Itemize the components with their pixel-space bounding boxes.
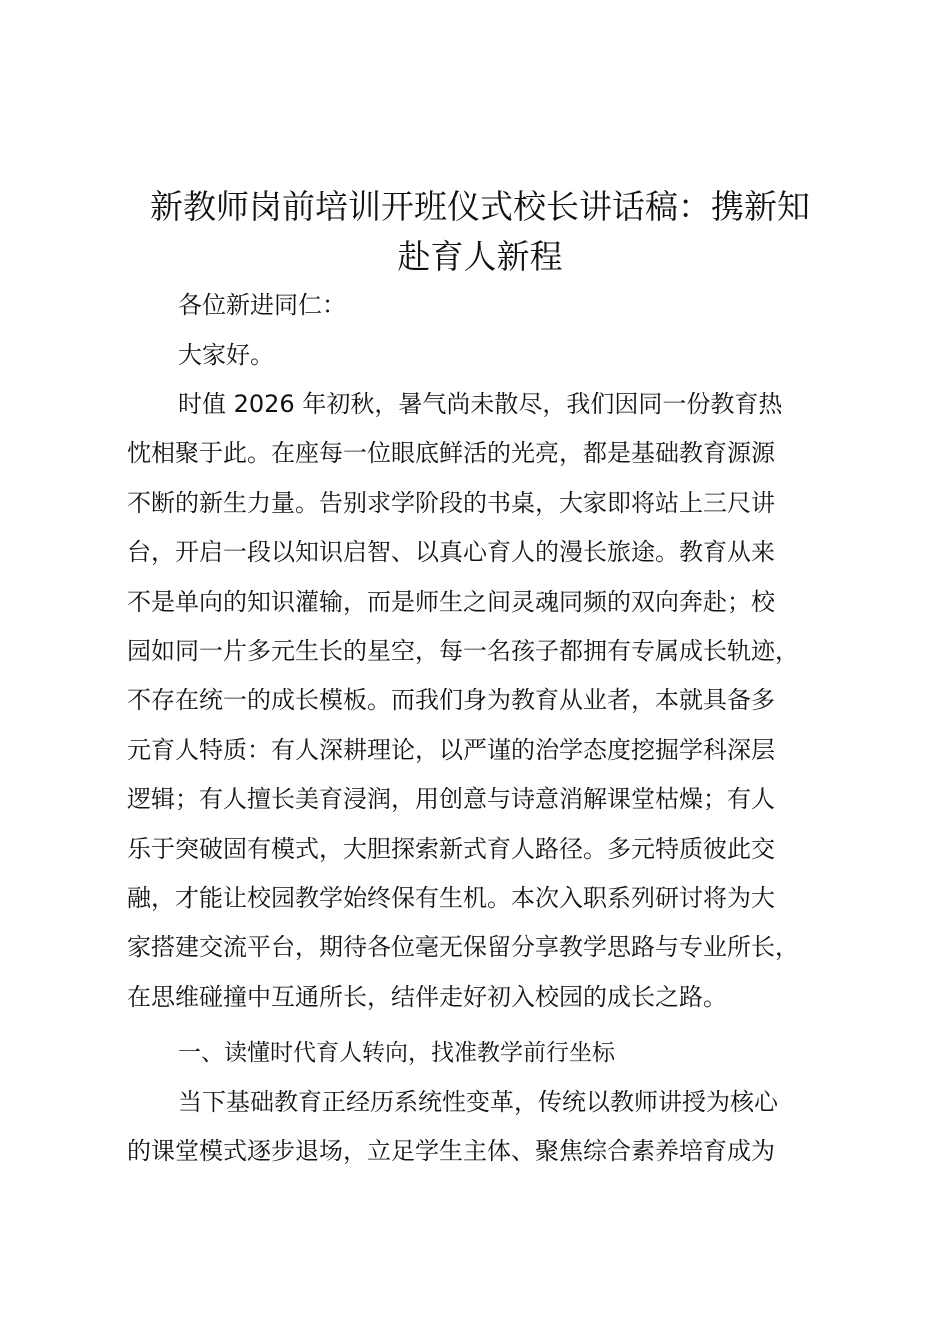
- paragraph-line: 忱相聚于此。在座每一位眼底鲜活的光亮，都是基础教育源源: [127, 439, 775, 468]
- greeting: 大家好。: [178, 341, 274, 369]
- section-heading: 一、读懂时代育人转向，找准教学前行坐标: [178, 1040, 615, 1066]
- paragraph-line: 不是单向的知识灌输，而是师生之间灵魂同频的双向奔赴；校: [127, 587, 775, 616]
- paragraph-line: 台，开启一段以知识启智、以真心育人的漫长旅途。教育从来: [127, 538, 775, 567]
- paragraph-line: 逻辑；有人擅长美育浸润，用创意与诗意消解课堂枯燥；有人: [127, 785, 775, 814]
- paragraph-line: 当下基础教育正经历系统性变革，传统以教师讲授为核心: [178, 1088, 778, 1116]
- intro-paragraph: [127, 380, 799, 1022]
- paragraph-line: 元育人特质：有人深耕理论，以严谨的治学态度挖掘学科深层: [127, 735, 775, 764]
- paragraph-line: 不断的新生力量。告别求学阶段的书桌，大家即将站上三尺讲: [127, 488, 775, 517]
- section-paragraph: [127, 1078, 778, 1177]
- paragraph-line: 时值 2026 年初秋，暑气尚未散尽，我们因同一份教育热: [178, 390, 783, 418]
- paragraph-line: 不存在统一的成长模板。而我们身为教育从业者，本就具备多: [127, 686, 775, 715]
- paragraph-line: 园如同一片多元生长的星空，每一名孩子都拥有专属成长轨迹，: [127, 637, 799, 666]
- title-line-2: 赴育人新程: [397, 237, 563, 276]
- paragraph-line: 家搭建交流平台，期待各位毫无保留分享教学思路与专业所长，: [127, 933, 799, 962]
- paragraph-line: 乐于突破固有模式，大胆探索新式育人路径。多元特质彼此交: [127, 834, 775, 863]
- paragraph-line: 在思维碰撞中互通所长，结伴走好初入校园的成长之路。: [127, 982, 727, 1011]
- title-line-1: 新教师岗前培训开班仪式校长讲话稿：携新知: [150, 187, 810, 226]
- paragraph-line: 的课堂模式逐步退场，立足学生主体、聚焦综合素养培育成为: [127, 1137, 775, 1166]
- document-title: [120, 182, 840, 282]
- paragraph-line: 融，才能让校园教学始终保有生机。本次入职系列研讨将为大: [127, 884, 775, 913]
- salutation: 各位新进同仁：: [178, 291, 346, 319]
